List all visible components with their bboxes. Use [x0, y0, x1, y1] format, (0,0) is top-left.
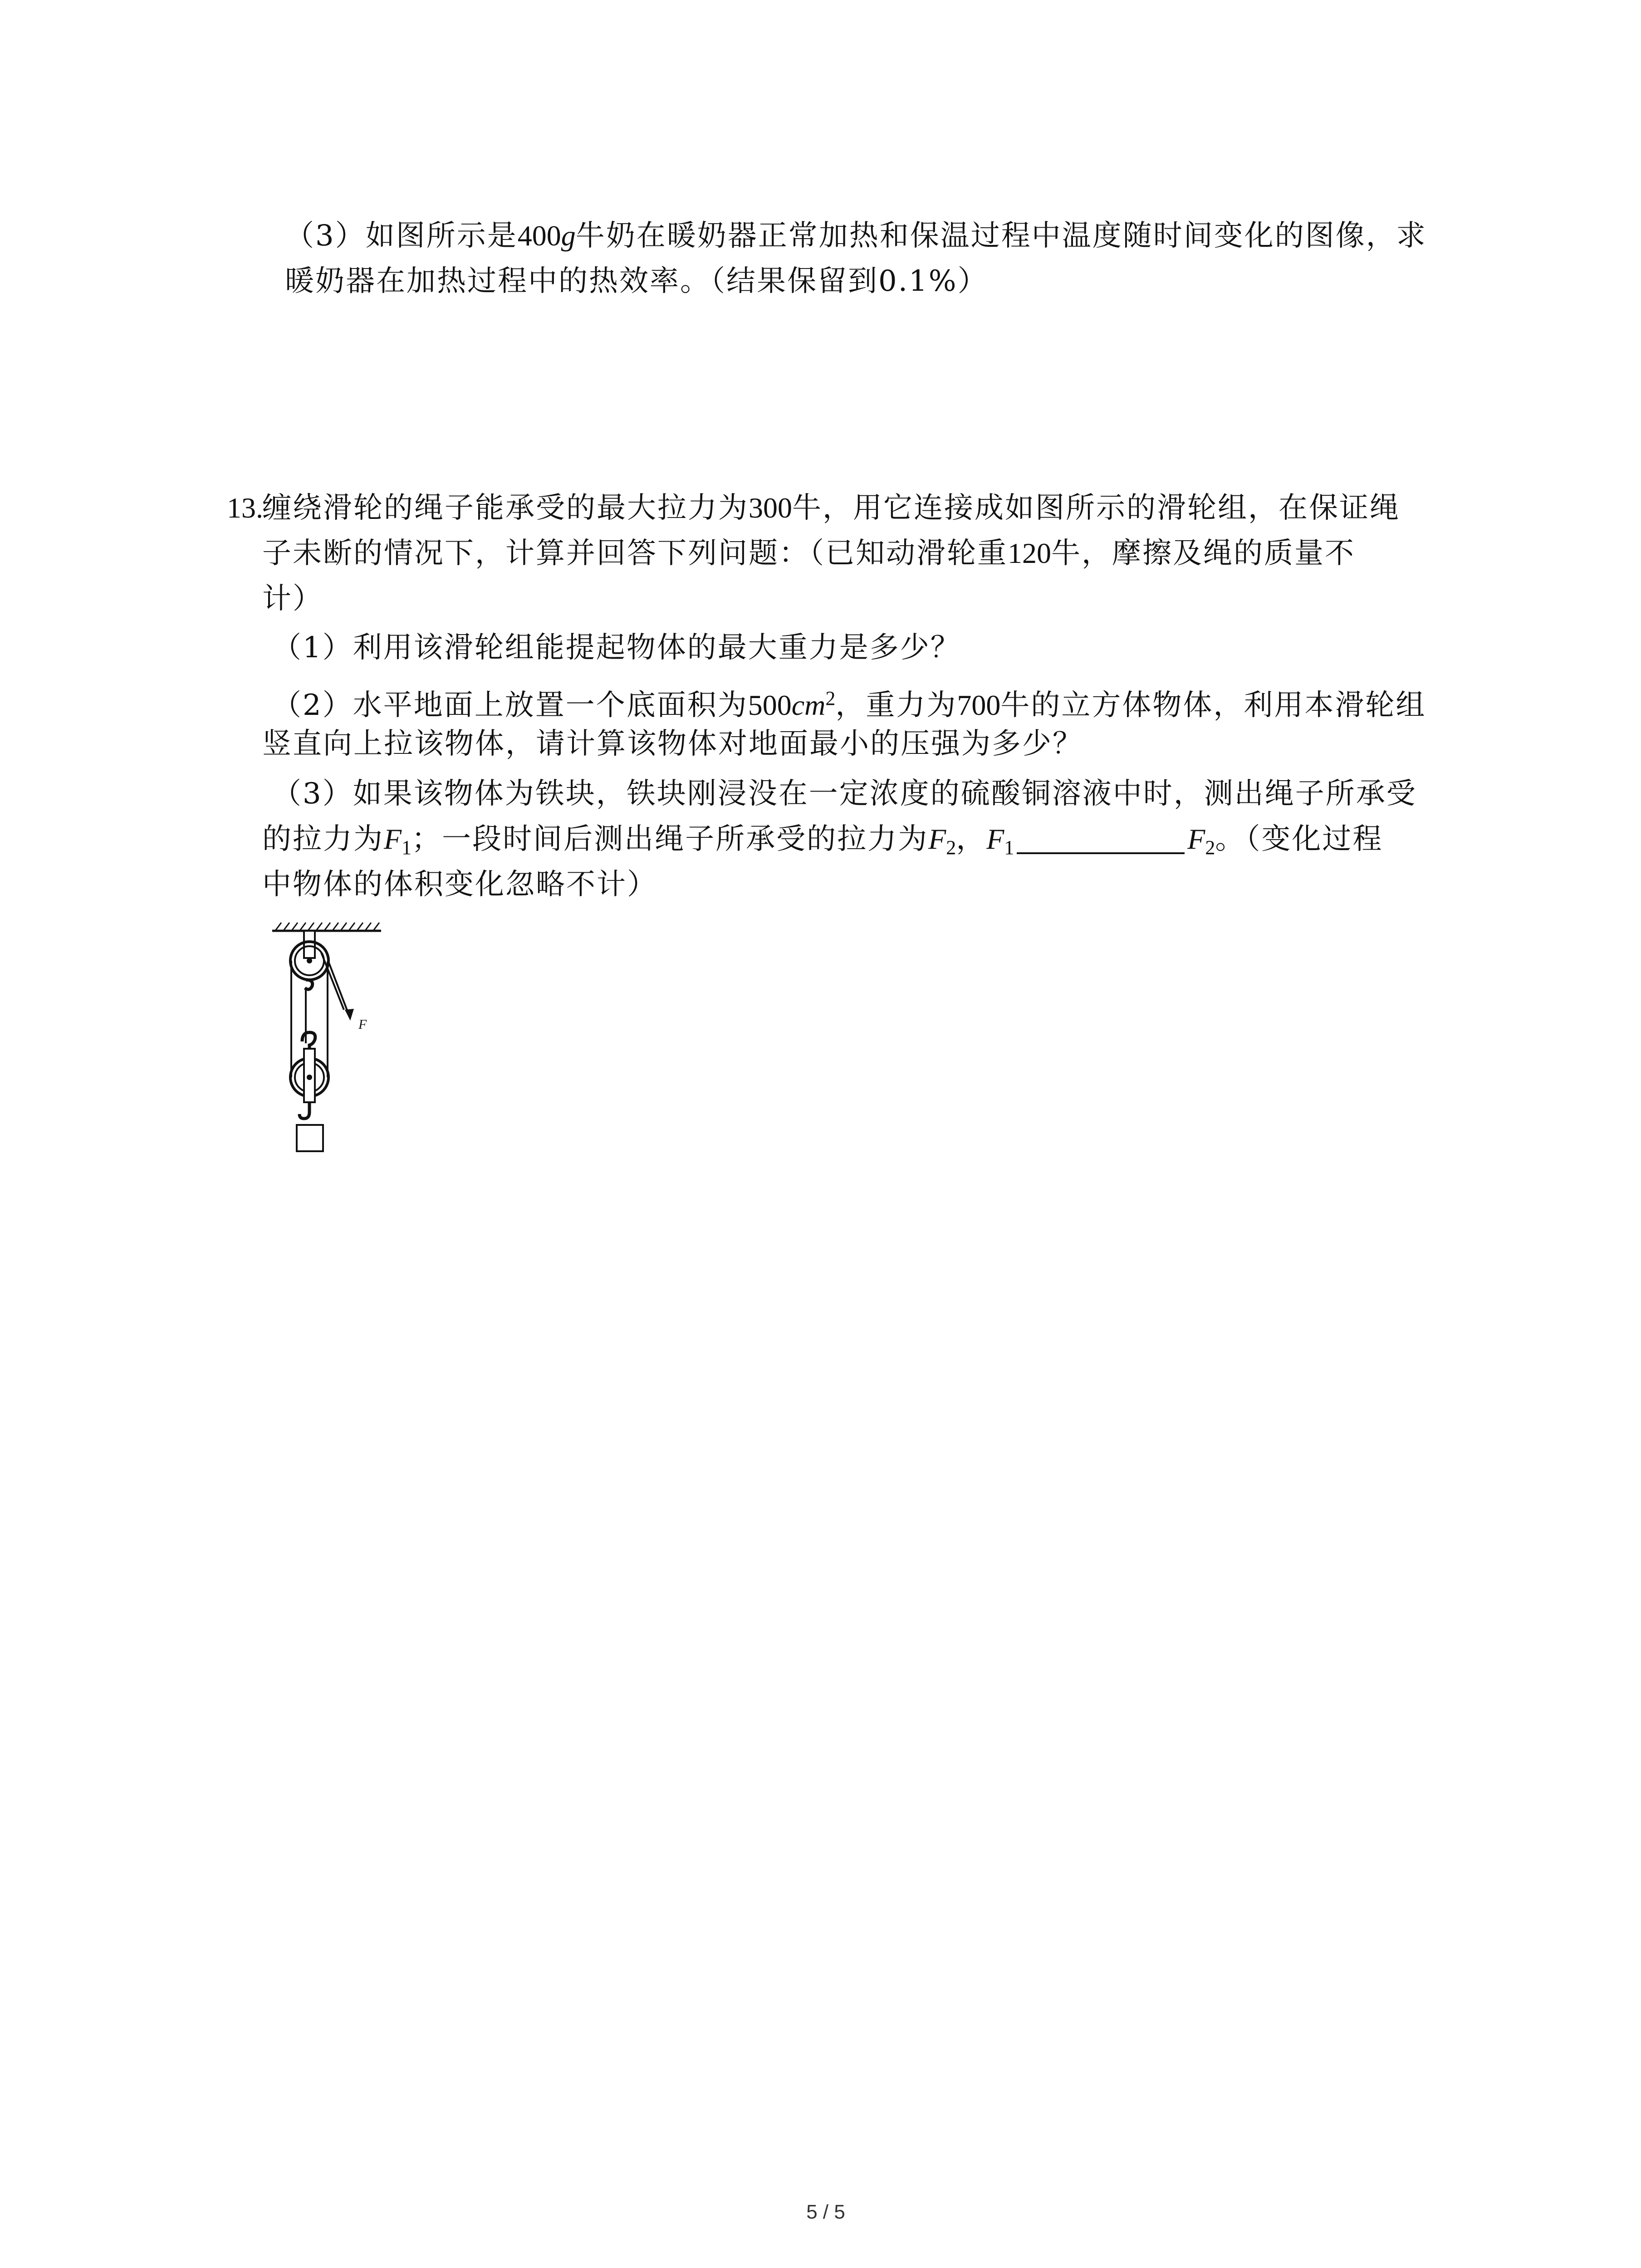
ceiling-support	[272, 923, 381, 931]
question-number: 13.	[227, 492, 263, 524]
q13-part2-text-b: ，重力为	[835, 689, 957, 722]
q13-text-d: 牛，摩擦及绳的质量不	[1051, 537, 1355, 570]
q13-part3-line1	[272, 771, 1417, 816]
pulley-system-figure	[268, 907, 390, 1161]
q13-text-b: 牛，用它连接成如图所示的滑轮组，在保证绳	[792, 491, 1400, 525]
q13-part2-text-d: 竖直向上拉该物体，请计算该物体对地面最小的压强为多少？	[262, 727, 1083, 761]
force-f1-subscript: 1	[402, 836, 412, 859]
q13-line1	[227, 485, 1400, 531]
q12-part3-text-c: 暖奶器在加热过程中的热效率。（结果保留到0.1%）	[285, 264, 988, 298]
q13-line2	[262, 531, 1355, 576]
q12-part3-line1	[285, 213, 1427, 259]
q13-part3-text-e: 。（变化过程	[1215, 822, 1383, 856]
area-exponent: 2	[825, 687, 836, 709]
q12-part3-text-a: （3）如图所示是	[285, 219, 518, 253]
q13-part3-text-a: （3）如果该物体为铁块，铁块刚浸没在一定浓度的硫酸铜溶液中时，测出绳子所承受	[272, 777, 1417, 811]
area-value: 500	[748, 689, 792, 721]
force-f1-subscript-2: 1	[1004, 836, 1014, 859]
mass-unit: g	[561, 220, 576, 252]
force-arrow-label: F	[358, 1017, 367, 1032]
area-unit: cm	[791, 689, 826, 721]
force-f2-symbol-2: F	[1187, 823, 1205, 855]
weight-block	[297, 1125, 323, 1151]
q12-part3-line2	[285, 259, 988, 304]
q13-part1	[272, 625, 961, 670]
q13-text-c: 子未断的情况下，计算并回答下列问题：（已知动滑轮重	[262, 537, 1008, 570]
force-arrow	[345, 1009, 367, 1032]
q13-part2-text-c: 牛的立方体物体，利用本滑轮组	[1000, 689, 1426, 722]
q13-part3-text-d: ，	[956, 822, 987, 856]
q13-part2-line1	[272, 676, 1426, 728]
force-f2-subscript-2: 2	[1205, 836, 1215, 859]
q13-text-e: 计）	[262, 582, 323, 616]
force-f2-symbol: F	[928, 823, 946, 855]
object-weight-value: 700	[957, 689, 1001, 721]
pulley-weight-value: 120	[1008, 537, 1051, 569]
mass-value: 400	[517, 220, 561, 252]
q12-part3-text-b: 牛奶在暖奶器正常加热和保温过程中温度随时间变化的图像，求	[575, 219, 1427, 253]
q13-part3-text-f: 中物体的体积变化忽略不计）	[262, 868, 657, 901]
max-force-value: 300	[749, 492, 792, 524]
q13-part1-text: （1）利用该滑轮组能提起物体的最大重力是多少？	[272, 631, 961, 665]
q13-line3	[262, 576, 323, 621]
q13-part3-line3	[262, 862, 657, 907]
page-number: 5 / 5	[806, 2201, 845, 2223]
q13-part3-text-b: 的拉力为	[262, 822, 384, 856]
q13-part2-line2	[262, 721, 1083, 767]
force-f1-symbol-2: F	[986, 823, 1004, 855]
q13-text-a: 缠绕滑轮的绳子能承受的最大拉力为	[262, 491, 749, 525]
fixed-pulley	[290, 931, 328, 989]
q13-part2-text-a: （2）水平地面上放置一个底面积为	[272, 689, 748, 722]
movable-pulley	[290, 1032, 328, 1119]
answer-blank[interactable]	[1017, 825, 1185, 854]
force-f1-symbol: F	[384, 823, 402, 855]
force-f2-subscript: 2	[946, 836, 956, 859]
q13-part3-text-c: ；一段时间后测出绳子所承受的拉力为	[411, 822, 929, 856]
